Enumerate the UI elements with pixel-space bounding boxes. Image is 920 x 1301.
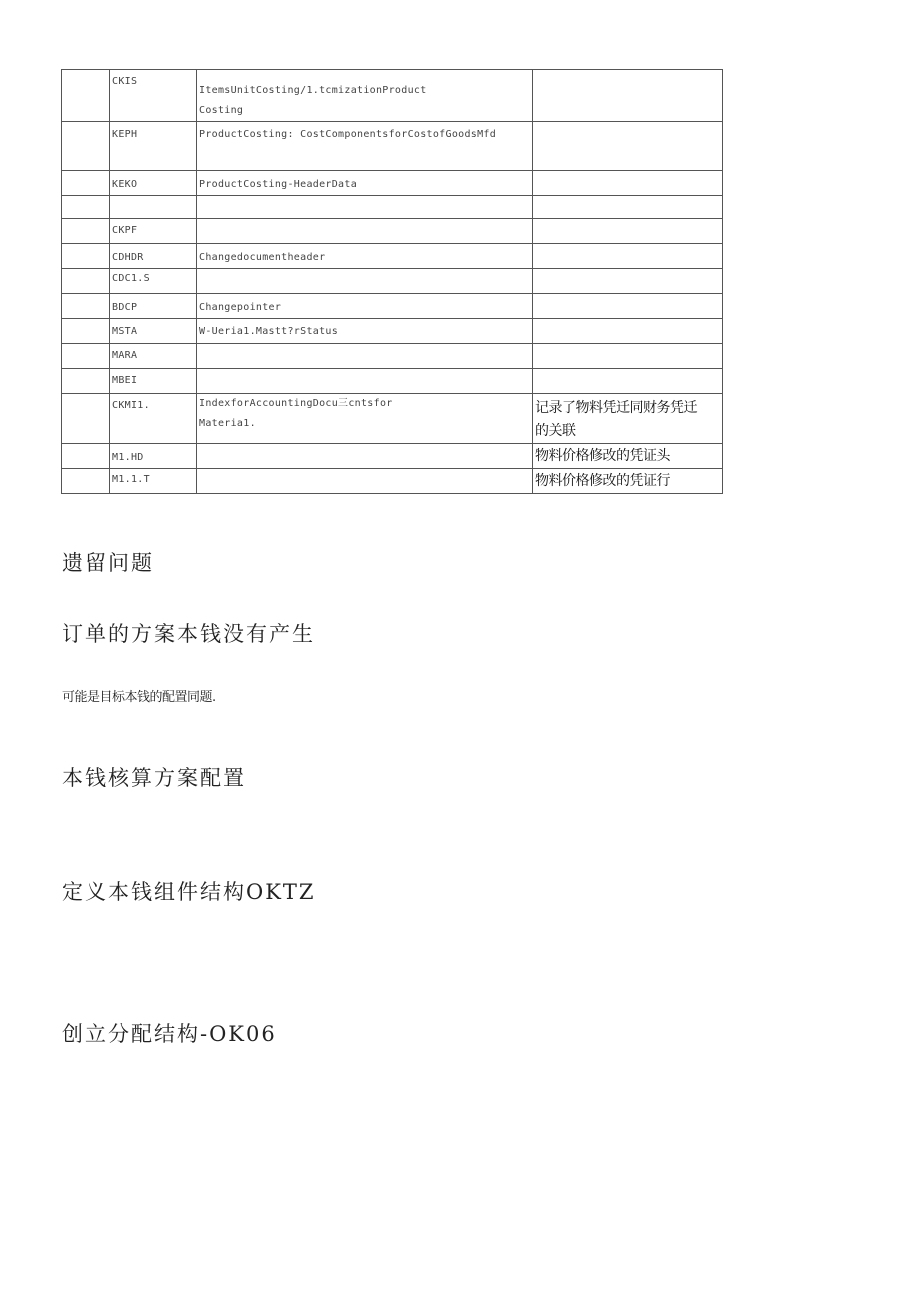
table-comment-cell — [533, 319, 723, 344]
row-blank-cell — [62, 219, 110, 244]
order-cost-heading: 订单的方案本钱没有产生 — [62, 622, 315, 646]
table-row — [62, 319, 723, 344]
allocation-structure-heading: 创立分配结构-OK06 — [62, 1022, 277, 1046]
table-comment-cell: 记录了物料凭迁同财务凭迁 的关联 — [533, 394, 723, 444]
table-desc-cell: IndexforAccountingDocu三cntsfor Materia1. — [197, 394, 533, 444]
table-code-cell: CKPF — [110, 219, 197, 244]
table-desc-cell: ProductCosting-HeaderData — [197, 171, 533, 196]
table-desc-cell — [197, 219, 533, 244]
table-code-cell: BDCP — [110, 294, 197, 319]
table-desc-cell — [197, 444, 533, 469]
table-comment-cell: 物料价格修改的凭证头 — [533, 444, 723, 469]
table-code-cell: KEKO — [110, 171, 197, 196]
table-code-cell: MBEI — [110, 369, 197, 394]
table-code-cell: CDC1.S — [110, 269, 197, 294]
table-code-cell: MSTA — [110, 319, 197, 344]
table-desc-cell — [197, 369, 533, 394]
table-comment-cell — [533, 171, 723, 196]
table-row — [62, 444, 723, 469]
table-comment-cell — [533, 369, 723, 394]
table-desc-cell — [197, 269, 533, 294]
row-blank-cell — [62, 122, 110, 171]
table-comment-cell — [533, 219, 723, 244]
table-code-cell: M1.HD — [110, 444, 197, 469]
row-blank-cell — [62, 369, 110, 394]
table-desc-cell: Changedocumentheader — [197, 244, 533, 269]
row-blank-cell — [62, 244, 110, 269]
row-blank-cell — [62, 444, 110, 469]
order-cost-note: 可能是目标本钱的配置同题. — [62, 690, 216, 705]
row-blank-cell — [62, 269, 110, 294]
table-row — [62, 219, 723, 244]
table-comment-cell — [533, 122, 723, 171]
table-desc-cell: ProductCosting: CostComponentsforCostofGoodsMfd — [197, 122, 533, 171]
row-blank-cell — [62, 319, 110, 344]
table-row — [62, 244, 723, 269]
table-comment-cell — [533, 269, 723, 294]
table-comment-cell — [533, 244, 723, 269]
table-code-cell: CKIS — [110, 70, 197, 122]
costing-config-heading: 本钱核算方案配置 — [62, 766, 246, 790]
table-code-cell: MARA — [110, 344, 197, 369]
table-row — [62, 394, 723, 444]
table-code-cell — [110, 196, 197, 219]
table-row — [62, 344, 723, 369]
table-desc-cell — [197, 196, 533, 219]
table-row — [62, 122, 723, 171]
row-blank-cell — [62, 171, 110, 196]
table-row — [62, 294, 723, 319]
table-desc-cell: W-Ueria1.Mastt?rStatus — [197, 319, 533, 344]
table-row — [62, 171, 723, 196]
row-blank-cell — [62, 294, 110, 319]
row-blank-cell — [62, 394, 110, 444]
table-desc-cell: Changepointer — [197, 294, 533, 319]
table-desc-cell — [197, 469, 533, 494]
table-code-cell: M1.1.T — [110, 469, 197, 494]
table-desc-cell: ItemsUnitCosting/1.tcmizationProduct Costing — [197, 70, 533, 122]
table-code-cell: CKMI1. — [110, 394, 197, 444]
table-row — [62, 196, 723, 219]
row-blank-cell — [62, 344, 110, 369]
row-blank-cell — [62, 196, 110, 219]
table-row — [62, 70, 723, 122]
table-comment-cell — [533, 344, 723, 369]
table-comment-cell — [533, 196, 723, 219]
cost-tables-table — [61, 69, 723, 494]
issues-heading: 遗留问题 — [62, 551, 154, 575]
table-comment-cell: 物料价格修改的凭证行 — [533, 469, 723, 494]
table-comment-cell — [533, 70, 723, 122]
table-code-cell: KEPH — [110, 122, 197, 171]
row-blank-cell — [62, 469, 110, 494]
table-row — [62, 469, 723, 494]
row-blank-cell — [62, 70, 110, 122]
component-structure-heading: 定义本钱组件结构OKTZ — [62, 880, 316, 904]
table-desc-cell — [197, 344, 533, 369]
table-row — [62, 369, 723, 394]
table-comment-cell — [533, 294, 723, 319]
table-row — [62, 269, 723, 294]
table-code-cell: CDHDR — [110, 244, 197, 269]
